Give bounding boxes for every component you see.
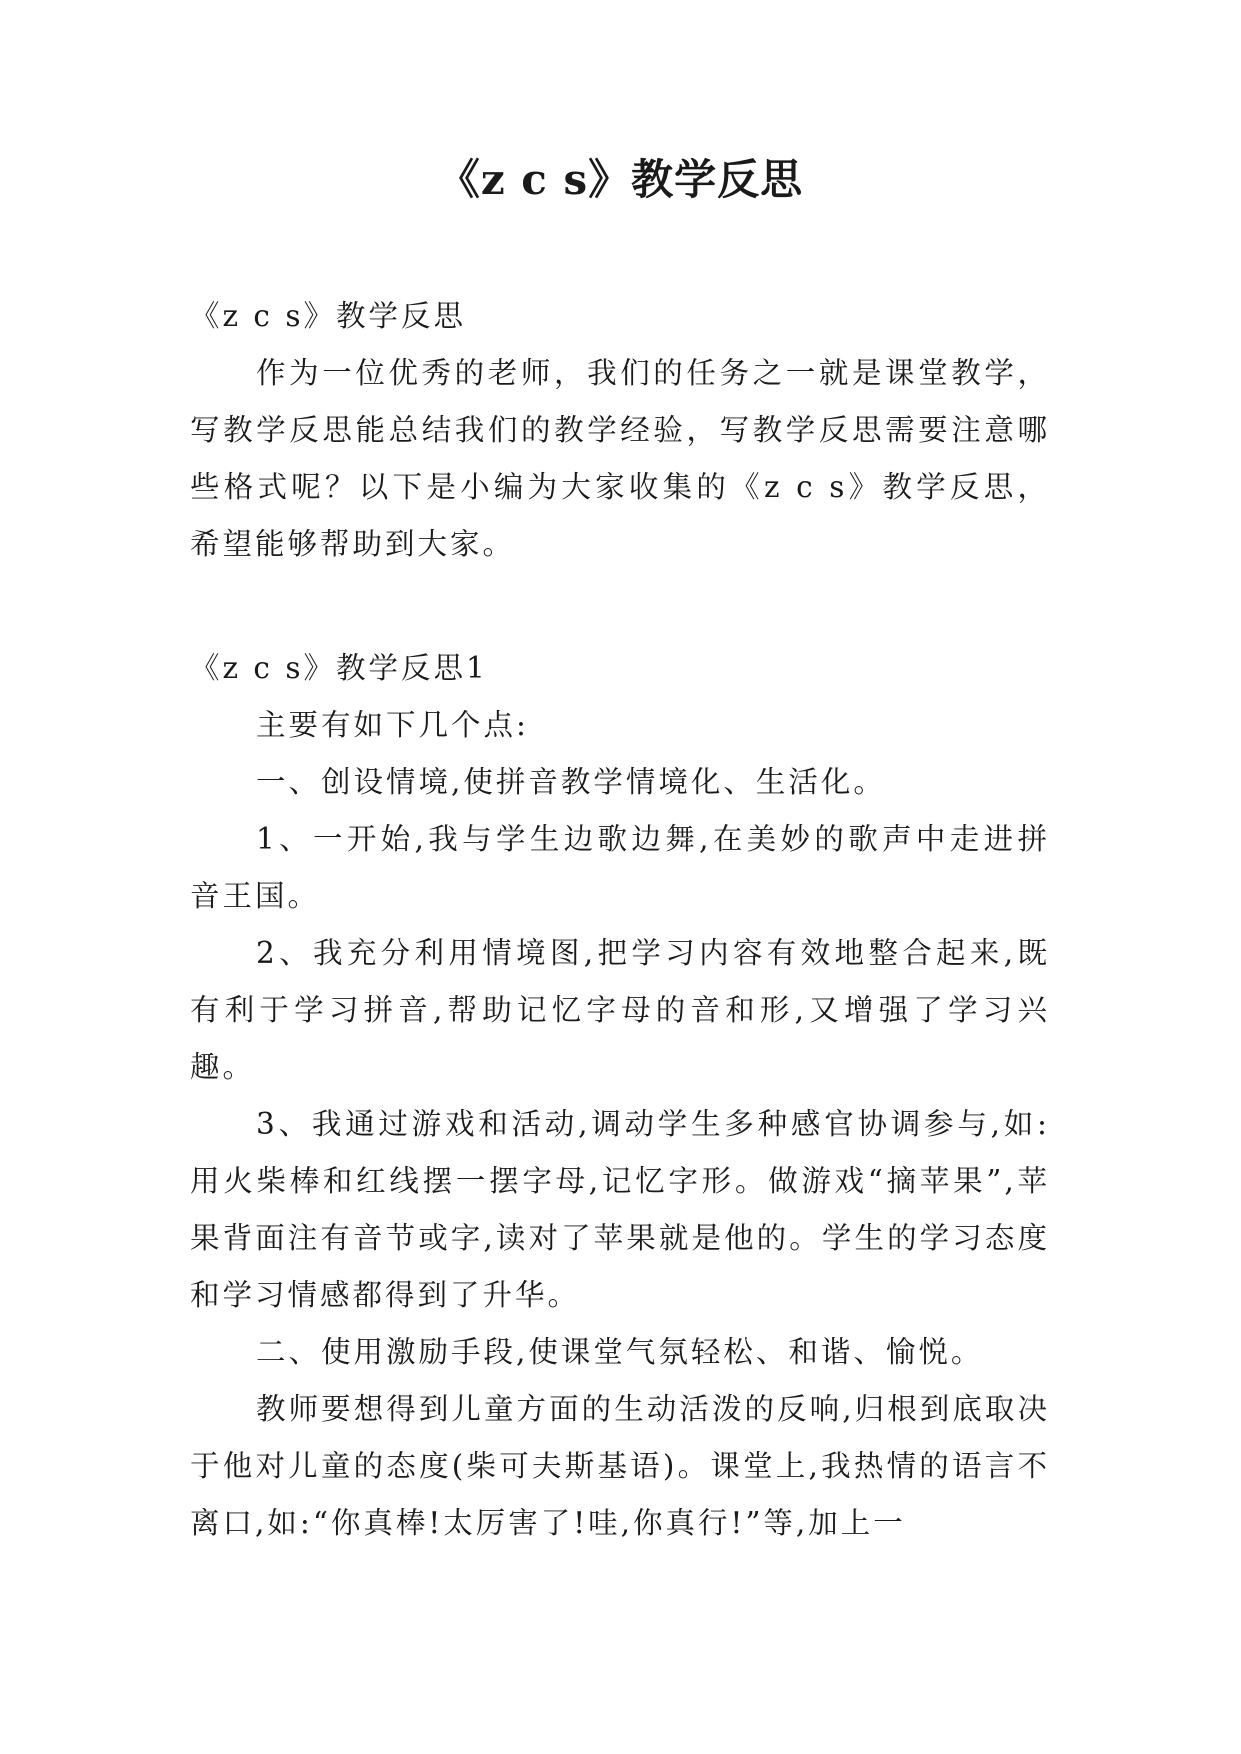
intro-paragraph: 作为一位优秀的老师，我们的任务之一就是课堂教学，写教学反思能总结我们的教学经验，写教学反思需要注意哪些格式呢？以下是小编为大家收集的《z c s》教学反思，希望能够帮助到大家。	[190, 356, 1050, 561]
paragraph-teacher-attitude: 教师要想得到儿童方面的生动活泼的反响,归根到底取决于他对儿童的态度(柴可夫斯基语)。课堂上,我热情的语言不离口,如:“你真棒!太厉害了!哇,你真行!”等,加上一	[190, 1392, 1050, 1540]
document-title: 《z c s》教学反思	[437, 155, 804, 204]
document-body	[190, 288, 1050, 1552]
section-heading: 《z c s》教学反思1	[190, 651, 488, 685]
paragraph-item-1: 1、一开始,我与学生边歌边舞,在美妙的歌声中走进拼音王国。	[190, 822, 1050, 913]
paragraph-point-two: 二、使用激励手段,使课堂气氛轻松、和谐、愉悦。	[256, 1335, 984, 1369]
paragraph-point-one: 一、创设情境,使拼音教学情境化、生活化。	[256, 765, 886, 799]
header-line: 《z c s》教学反思	[190, 299, 466, 333]
paragraph-points-intro: 主要有如下几个点:	[256, 708, 529, 742]
paragraph-item-2: 2、我充分利用情境图,把学习内容有效地整合起来,既有利于学习拼音,帮助记忆字母的音和形,又增强了学习兴趣。	[190, 936, 1050, 1084]
paragraph-item-3: 3、我通过游戏和活动,调动学生多种感官协调参与,如:用火柴棒和红线摆一摆字母,记忆字形。做游戏“摘苹果”,苹果背面注有音节或字,读对了苹果就是他的。学生的学习态度和学习情感都得到了升华。	[190, 1107, 1050, 1312]
